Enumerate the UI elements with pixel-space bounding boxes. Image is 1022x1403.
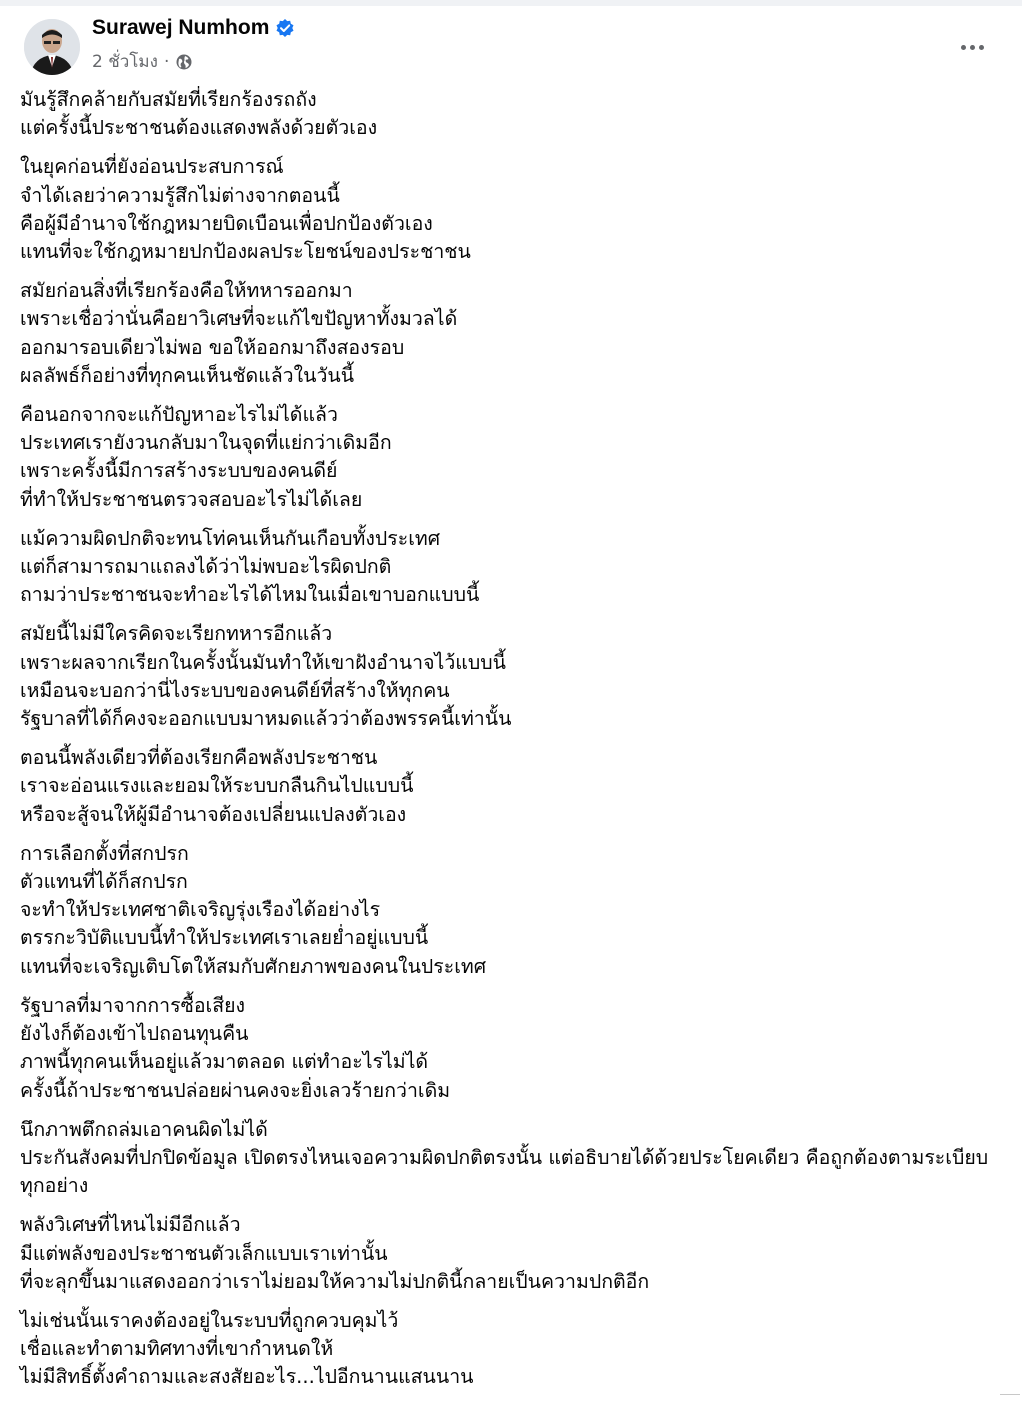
text-line: ครั้งนี้ถ้าประชาชนปล่อยผ่านคงจะยิ่งเลวร้ายกว่าเดิม (20, 1078, 451, 1102)
post-header (22, 14, 1002, 84)
text-line: แทนที่จะเจริญเติบโตให้สมกับศักยภาพของคนในประเทศ (20, 954, 487, 978)
text-line: ถามว่าประชาชนจะทำอะไรได้ไหมในเมื่อเขาบอกแบบนี้ (20, 583, 480, 607)
text-line: เหมือนจะบอกว่านี่ไงระบบของคนดีย์ที่สร้างให้ทุกคน (20, 678, 450, 702)
text-line: คือผู้มีอำนาจใช้กฎหมายบิดเบือนเพื่อปกป้องตัวเอง (20, 211, 433, 235)
more-options-button[interactable] (952, 32, 992, 62)
paragraph (20, 277, 1005, 390)
text-line: ไม่มีสิทธิ์ตั้งคำถามและสงสัยอะไร...ไปอีกนานแสนนาน (20, 1365, 474, 1389)
text-line: การเลือกตั้งที่สกปรก (20, 841, 189, 865)
more-horizontal-icon (961, 45, 966, 50)
text-line: สมัยก่อนสิ่งที่เรียกร้องคือให้ทหารออกมา (20, 279, 353, 303)
text-line: ผลลัพธ์ก็อย่างที่ทุกคนเห็นชัดแล้วในวันนี้ (20, 363, 355, 387)
bottom-edge-mark (1000, 1394, 1020, 1398)
text-line: แม้ความผิดปกติจะทนโท่คนเห็นกันเกือบทั้งประเทศ (20, 526, 441, 550)
paragraph (20, 840, 1005, 981)
text-line: ออกมารอบเดียวไม่พอ ขอให้ออกมาถึงสองรอบ (20, 335, 405, 359)
text-line: ยังไงก็ต้องเข้าไปถอนทุนคืน (20, 1022, 249, 1046)
text-line: ภาพนี้ทุกคนเห็นอยู่แล้วมาตลอด แต่ทำอะไรไม่ได้ (20, 1050, 429, 1074)
text-line: คือนอกจากจะแก้ปัญหาอะไรไม่ได้แล้ว (20, 403, 338, 427)
post-text (20, 86, 1005, 1403)
meta-separator: · (163, 51, 170, 72)
paragraph (20, 620, 1005, 733)
avatar[interactable] (24, 19, 80, 75)
more-horizontal-icon-dot (979, 45, 984, 50)
text-line: ประกันสังคมที่ปกปิดข้อมูล เปิดตรงไหนเจอความผิดปกติตรงนั้น แต่อธิบายได้ด้วยประโยคเดียว คือถูกต้องตามระเบียบทุกอย่าง (20, 1145, 989, 1198)
text-line: นึกภาพตึกถล่มเอาคนผิดไม่ได้ (20, 1117, 268, 1141)
text-line: หรือจะสู้จนให้ผู้มีอำนาจต้องเปลี่ยนแปลงตัวเอง (20, 802, 407, 826)
text-line: เชื่อและทำตามทิศทางที่เขากำหนดให้ (20, 1337, 334, 1361)
text-line: จำได้เลยว่าความรู้สึกไม่ต่างจากตอนนี้ (20, 183, 340, 207)
text-line: ที่จะลุกขึ้นมาแสดงออกว่าเราไม่ยอมให้ความไม่ปกตินี้กลายเป็นความปกติอีก (20, 1269, 650, 1293)
text-line: มันรู้สึกคล้ายกับสมัยที่เรียกร้องรถถัง (20, 88, 317, 111)
paragraph (20, 525, 1005, 610)
text-line: สมัยนี้ไม่มีใครคิดจะเรียกทหารอีกแล้ว (20, 622, 333, 646)
author-row (92, 16, 295, 40)
paragraph (20, 744, 1005, 829)
paragraph (20, 1116, 1005, 1201)
text-line: ตอนนี้พลังเดียวที่ต้องเรียกคือพลังประชาชน (20, 746, 378, 770)
text-line: ตรรกะวิบัติแบบนี้ทำให้ประเทศเราเลยย่ำอยู่แบบนี้ (20, 926, 429, 950)
avatar-portrait-icon (24, 19, 80, 75)
paragraph (20, 1211, 1005, 1296)
text-line: ที่ทำให้ประชาชนตรวจสอบอะไรไม่ได้เลย (20, 487, 363, 511)
text-line: แทนที่จะใช้กฎหมายปกป้องผลประโยชน์ของประชาชน (20, 240, 471, 264)
post-timestamp[interactable]: 2 ชั่วโมง (92, 52, 158, 72)
text-line: แต่ก็สามารถมาแถลงได้ว่าไม่พบอะไรผิดปกติ (20, 555, 392, 579)
text-line: รัฐบาลที่ได้ก็คงจะออกแบบมาหมดแล้วว่าต้องพรรคนี้เท่านั้น (20, 707, 512, 731)
text-line: ประเทศเรายังวนกลับมาในจุดที่แย่กว่าเดิมอีก (20, 431, 392, 455)
text-line: รัฐบาลที่มาจากการซื้อเสียง (20, 993, 246, 1017)
text-line: ตัวแทนที่ได้ก็สกปรก (20, 870, 188, 894)
text-line: ไม่เช่นนั้นเราคงต้องอยู่ในระบบที่ถูกควบคุมไว้ (20, 1308, 399, 1332)
paragraph (20, 1307, 1005, 1392)
globe-icon[interactable] (175, 53, 193, 71)
text-line: แต่ครั้งนี้ประชาชนต้องแสดงพลังด้วยตัวเอง (20, 116, 378, 140)
text-line: เพราะผลจากเรียกในครั้งนั้นมันทำให้เขาฝังอำนาจไว้แบบนี้ (20, 650, 506, 674)
post-meta (92, 48, 193, 75)
text-line: พลังวิเศษที่ไหนไม่มีอีกแล้ว (20, 1213, 241, 1237)
text-line: เพราะครั้งนี้มีการสร้างระบบของคนดีย์ (20, 459, 338, 483)
paragraph (20, 153, 1005, 266)
paragraph (20, 86, 1005, 142)
text-line: เพราะเชื่อว่านั่นคือยาวิเศษที่จะแก้ไขปัญหาทั้งมวลได้ (20, 307, 458, 331)
paragraph (20, 992, 1005, 1105)
post-card (0, 6, 1022, 1398)
verified-badge-icon (275, 18, 295, 38)
more-horizontal-icon-dot (970, 45, 975, 50)
text-line: เราจะอ่อนแรงและยอมให้ระบบกลืนกินไปแบบนี้ (20, 774, 414, 798)
text-line: จะทำให้ประเทศชาติเจริญรุ่งเรืองได้อย่างไร (20, 898, 381, 922)
author-name[interactable]: Surawej Numhom (92, 16, 270, 39)
text-line: มีแต่พลังของประชาชนตัวเล็กแบบเราเท่านั้น (20, 1241, 388, 1265)
paragraph (20, 401, 1005, 514)
text-line: ในยุคก่อนที่ยังอ่อนประสบการณ์ (20, 155, 284, 179)
